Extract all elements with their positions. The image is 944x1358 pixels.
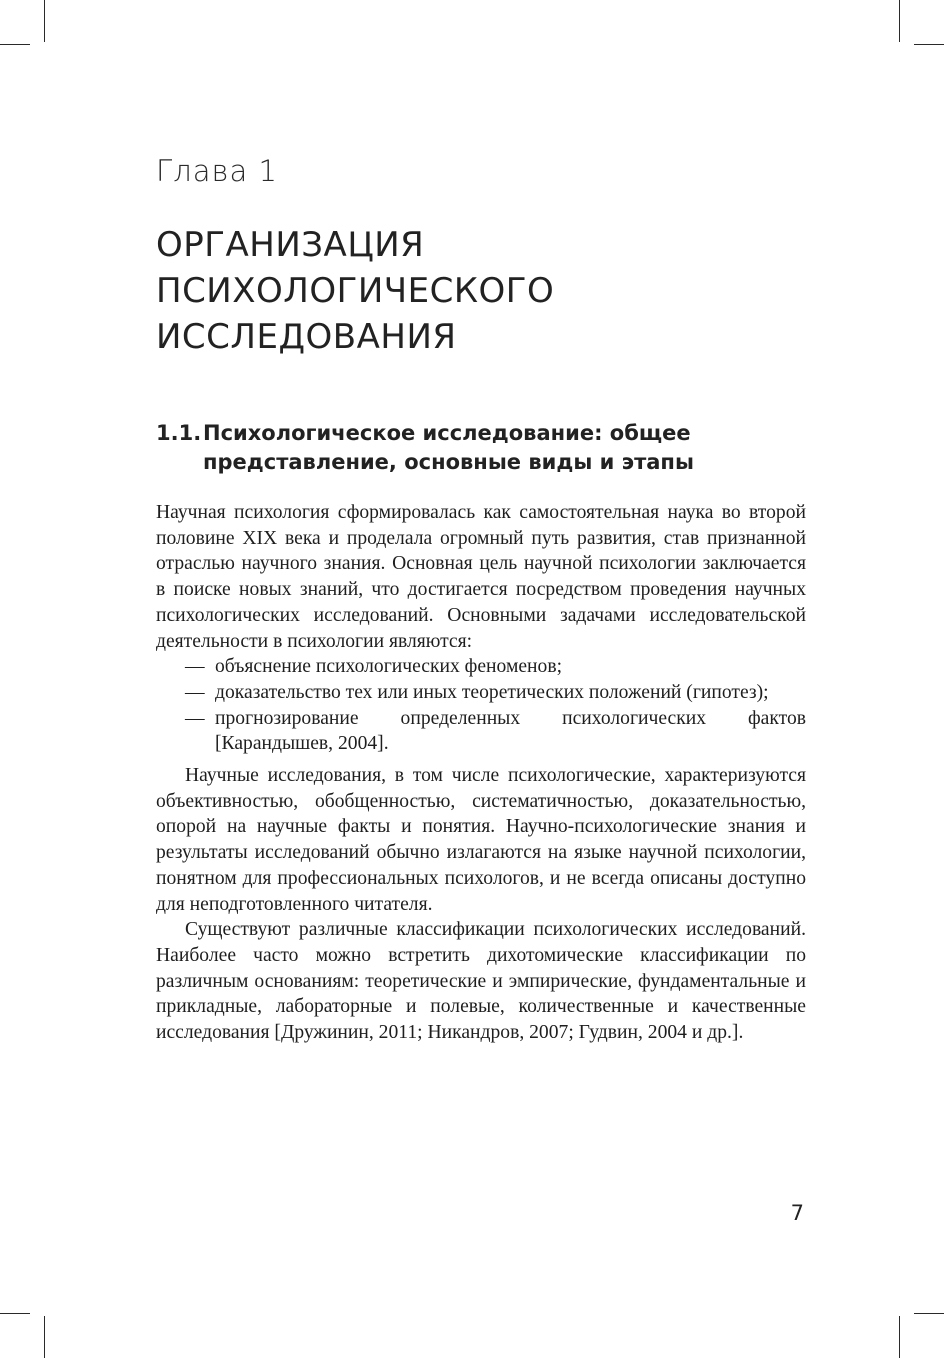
crop-mark-bottom-left-vertical — [44, 1316, 45, 1358]
crop-mark-top-right-horizontal — [914, 44, 944, 45]
chapter-title-line: ПСИХОЛОГИЧЕСКОГО — [156, 271, 555, 311]
chapter-title — [156, 222, 796, 360]
crop-mark-top-right-vertical — [899, 0, 900, 42]
crop-mark-top-left-vertical — [44, 0, 45, 42]
paragraph-characteristics: Научные исследования, в том числе психологические, характеризуются объективностью, обобщенностью, систематичностью, доказательностью, опорой на научные факты и понятия. Научно-психологические знания и результаты исследований обычно излагаются на языке научной психологии, понятном для профессиональных психологов, и не всегда описаны доступно для неподготовленного читателя. — [156, 765, 806, 915]
section-heading — [156, 419, 796, 477]
paragraph-classifications: Существуют различные классификации психологических исследований. Наиболее часто можно встретить дихотомические классификации по различным основаниям: теоретические и эмпирические, фундаментальные и прикладные, лабораторные и полевые, количественные и качественные исследования [Дружинин, 2011; Никандров, 2007; Гудвин, 2004 и др.]. — [156, 919, 806, 1044]
list-item — [156, 680, 806, 706]
chapter-title-line: ОРГАНИЗАЦИЯ — [156, 225, 425, 265]
list-item — [156, 654, 806, 680]
body-text — [156, 500, 806, 1046]
crop-mark-top-left-horizontal — [0, 44, 30, 45]
page-number: 7 — [790, 1201, 804, 1225]
list-dash: — — [185, 681, 205, 703]
list-dash: — — [185, 656, 205, 678]
section-number: 1.1. — [156, 421, 202, 445]
crop-mark-bottom-left-horizontal — [0, 1313, 30, 1314]
intro-paragraph: Научная психология сформировалась как самостоятельная наука во второй половине XIX века и проделала огромный путь развития, став признанной отраслью научного знания. Основная цель научной психологии заключается в поиске новых знаний, что достигается посредством проведения научных психологических исследований. Основными задачами исследовательской деятельности в психологии являются: — [156, 502, 806, 652]
section-title: Психологическое исследование: общее представление, основные виды и этапы — [203, 421, 694, 474]
list-item-text: объяснение психологических феноменов; — [215, 656, 563, 678]
chapter-title-line: ИССЛЕДОВАНИЯ — [156, 317, 457, 357]
crop-mark-bottom-right-vertical — [899, 1316, 900, 1358]
crop-mark-bottom-right-horizontal — [914, 1313, 944, 1314]
chapter-label: Глава 1 — [156, 154, 278, 188]
list-item — [156, 706, 806, 757]
tasks-list — [156, 654, 806, 757]
list-item-text: прогнозирование определенных психологических фактов [Карандышев, 2004]. — [215, 707, 806, 755]
list-dash: — — [185, 707, 205, 729]
list-item-text: доказательство тех или иных теоретических положений (гипотез); — [215, 681, 769, 703]
